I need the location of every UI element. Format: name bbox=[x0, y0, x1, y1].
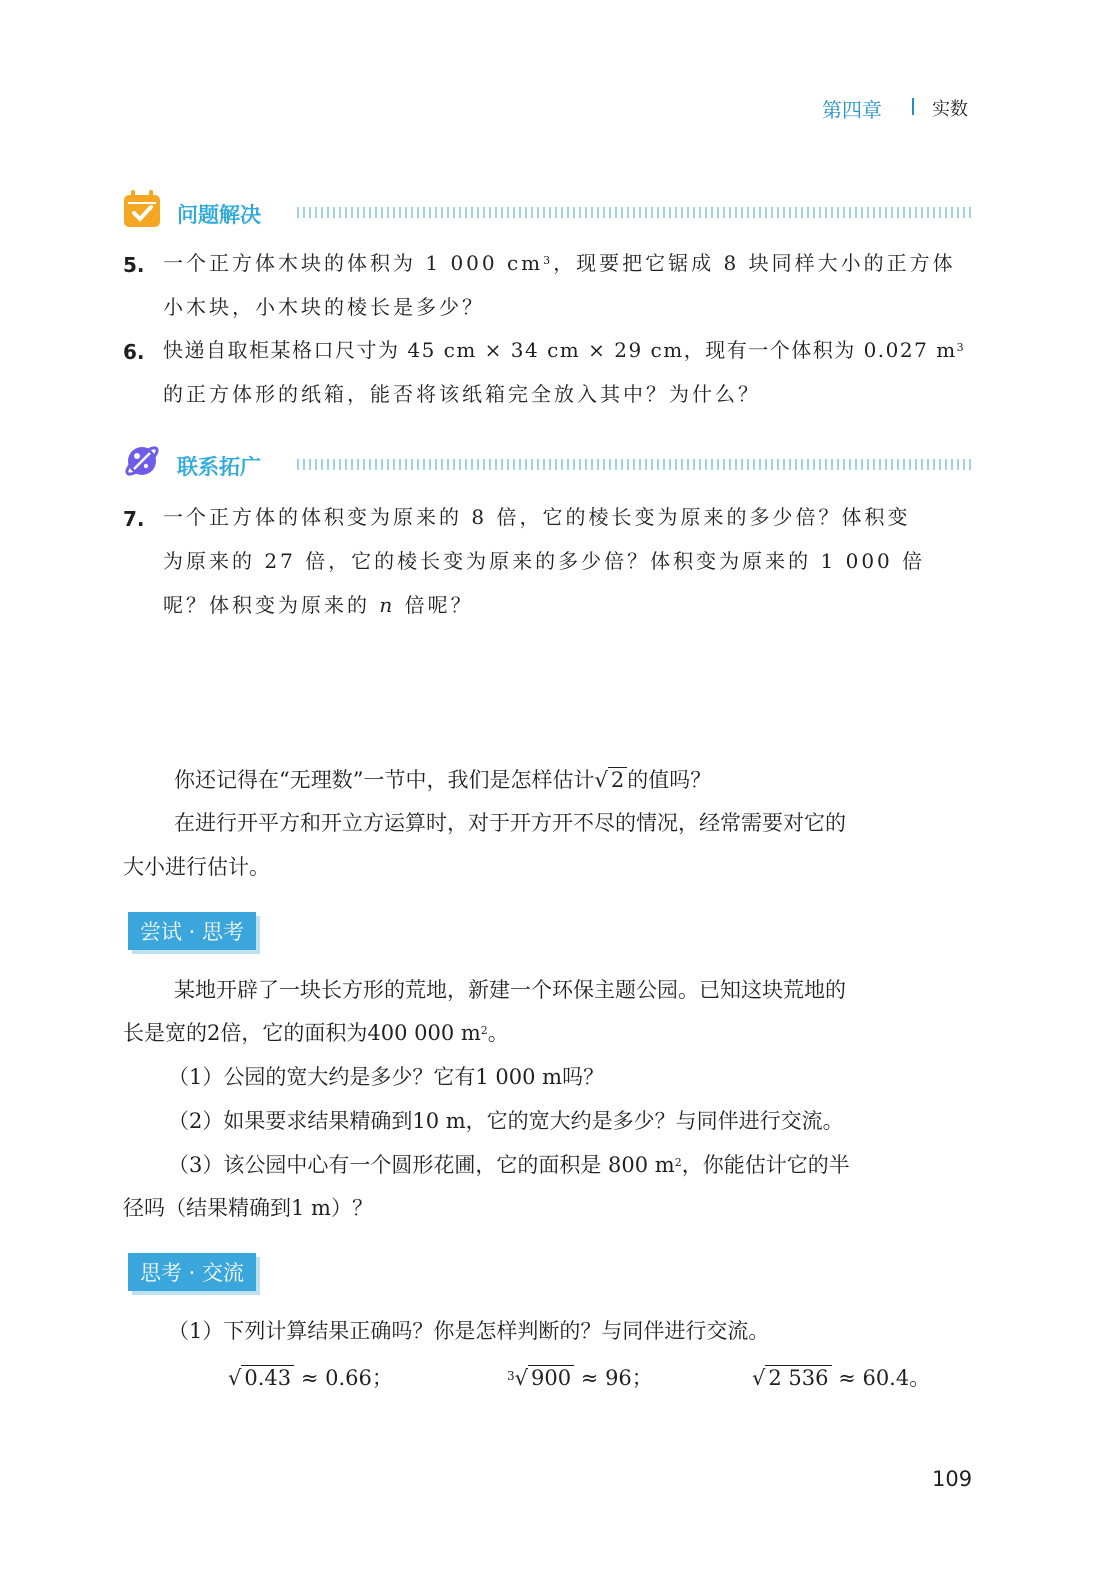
exercise-7-line-1: 一个正方体的体积变为原来的 8 倍，它的棱长变为原来的多少倍？体积变 bbox=[163, 505, 911, 529]
try-think-paragraph: 某地开辟了一块长方形的荒地，新建一个环保主题公园。已知这块荒地的 bbox=[174, 978, 846, 1002]
estimate-expression-1: √ 0.43 ≈ 0.66； bbox=[228, 1366, 393, 1390]
exercise-6-line-2: 的正方体形的纸箱，能否将该纸箱完全放入其中？为什么？ bbox=[163, 382, 761, 406]
chapter-label: 第四章 bbox=[822, 98, 882, 122]
exercise-7-line-2: 为原来的 27 倍，它的棱长变为原来的多少倍？体积变为原来的 1 000 倍 bbox=[163, 549, 926, 573]
checklist-calendar-icon bbox=[123, 190, 161, 228]
exercise-number: 7. bbox=[123, 507, 145, 531]
intro-paragraph-1: 你还记得在“无理数”一节中，我们是怎样估计√ 2 的值吗？ bbox=[174, 758, 711, 802]
intro-paragraph-2: 在进行开平方和开立方运算时，对于开方开不尽的情况，经常需要对它的 bbox=[174, 811, 846, 835]
tag-think-exchange: 思考 · 交流 bbox=[128, 1253, 256, 1291]
think-exchange-question-1: （1）下列计算结果正确吗？你是怎样判断的？与同伴进行交流。 bbox=[168, 1319, 770, 1343]
try-think-paragraph-cont: 长是宽的2倍，它的面积为400 000 $m^2$。 bbox=[123, 1021, 509, 1045]
exercise-number: 6. bbox=[123, 340, 145, 364]
estimate-expression-2: $^3$√ 900 ≈ 96； bbox=[507, 1366, 653, 1390]
exercise-6-line-1: 快递自取柜某格口尺寸为 45 cm × 34 cm × 29 cm，现有一个体积为 0.027 $m^3$ bbox=[163, 338, 966, 362]
page-number: 109 bbox=[932, 1467, 973, 1491]
section-divider bbox=[297, 459, 973, 470]
try-think-question-3: （3）该公园中心有一个圆形花圃，它的面积是 800 $m^2$，你能估计它的半 bbox=[168, 1153, 850, 1177]
try-think-question-3-cont: 径吗（结果精确到1 m）？ bbox=[123, 1196, 373, 1220]
exercise-5-line-1: 一个正方体木块的体积为 1 000 $cm^3$，现要把它锯成 8 块同样大小的正方体 bbox=[163, 251, 956, 275]
exercise-number: 5. bbox=[123, 253, 145, 277]
intro-paragraph-2-cont: 大小进行估计。 bbox=[123, 855, 270, 879]
section-title-extension: 联系拓广 bbox=[177, 455, 261, 479]
sqrt-expression: √ 2 bbox=[594, 758, 627, 802]
planet-icon bbox=[123, 442, 161, 480]
section-title-problem-solving: 问题解决 bbox=[177, 203, 261, 227]
tag-try-think: 尝试 · 思考 bbox=[128, 912, 256, 950]
section-divider bbox=[297, 207, 973, 218]
estimate-expression-3: √ 2 536 ≈ 60.4。 bbox=[752, 1366, 931, 1390]
header-divider bbox=[912, 98, 914, 115]
try-think-question-2: （2）如果要求结果精确到10 m，它的宽大约是多少？与同伴进行交流。 bbox=[168, 1109, 844, 1133]
chapter-title: 实数 bbox=[932, 99, 968, 120]
exercise-7-line-3: 呢？体积变为原来的 n 倍呢？ bbox=[163, 593, 474, 617]
try-think-question-1: （1）公园的宽大约是多少？它有1 000 m吗？ bbox=[168, 1065, 605, 1089]
exercise-5-line-2: 小木块，小木块的棱长是多少？ bbox=[163, 295, 485, 319]
